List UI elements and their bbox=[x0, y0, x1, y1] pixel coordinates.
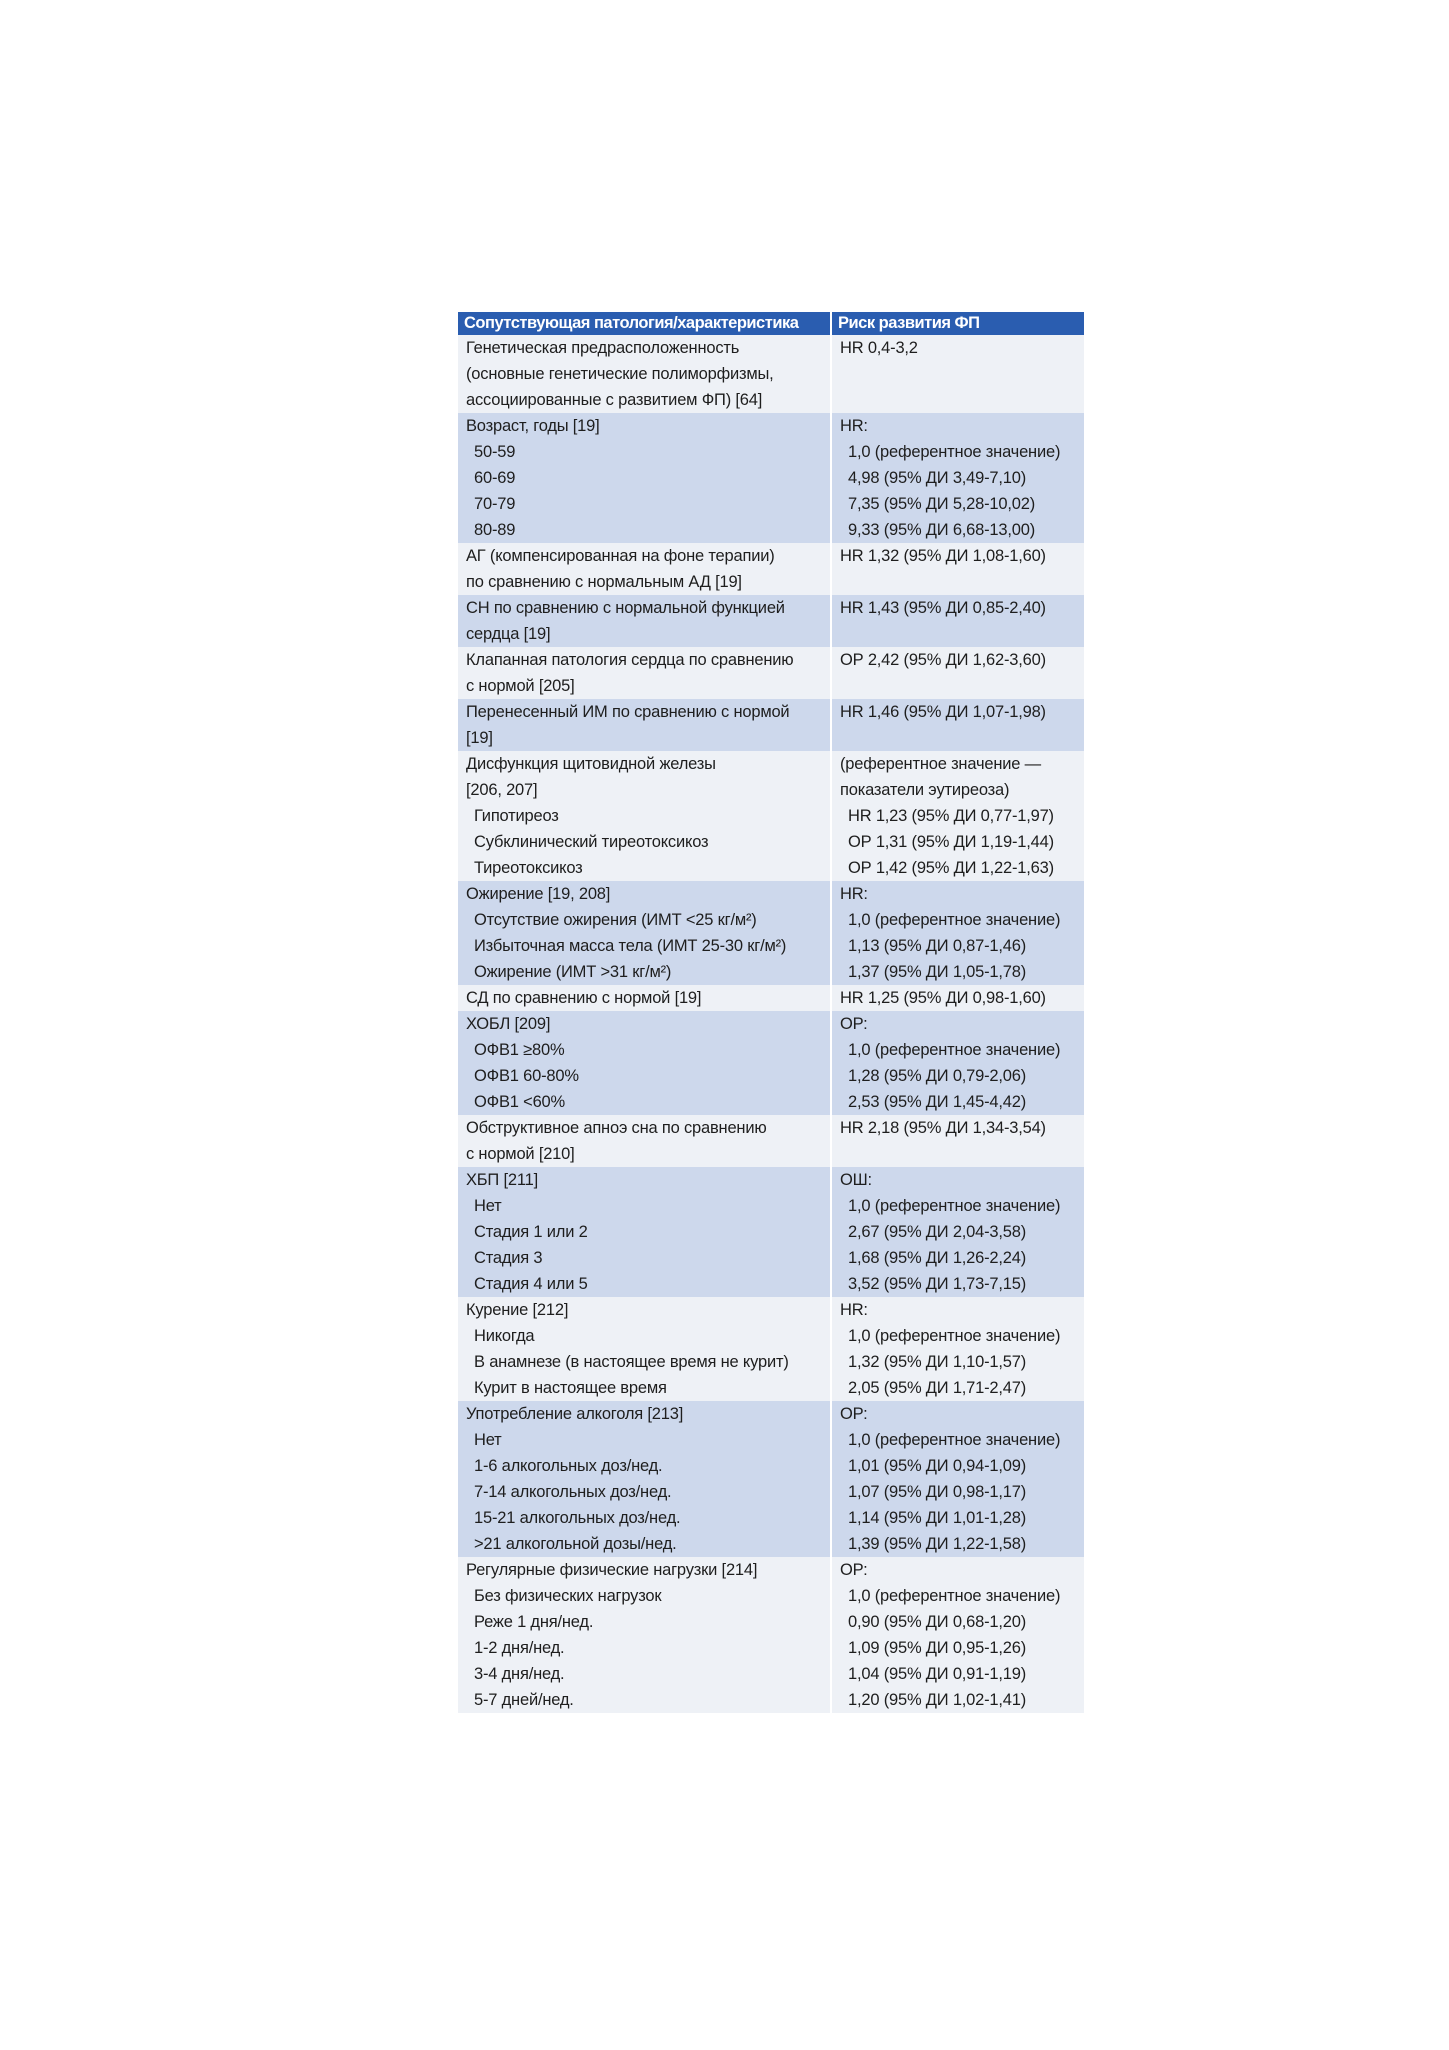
comorbidity-line: Реже 1 дня/нед. bbox=[474, 1613, 594, 1631]
comorbidity-line: 1-2 дня/нед. bbox=[474, 1639, 565, 1657]
risk-line: 1,07 (95% ДИ 0,98-1,17) bbox=[848, 1483, 1027, 1501]
comorbidity-line: Без физических нагрузок bbox=[474, 1587, 662, 1605]
risk-line: 7,35 (95% ДИ 5,28-10,02) bbox=[848, 495, 1036, 513]
comorbidity-line: В анамнезе (в настоящее время не курит) bbox=[474, 1353, 789, 1371]
comorbidity-line: ХБП [211] bbox=[466, 1171, 538, 1189]
comorbidity-cell bbox=[458, 595, 831, 647]
risk-line: 9,33 (95% ДИ 6,68-13,00) bbox=[848, 521, 1036, 539]
comorbidity-line: ХОБЛ [209] bbox=[466, 1015, 551, 1033]
risk-cell bbox=[831, 985, 1084, 1011]
risk-line: HR 1,25 (95% ДИ 0,98-1,60) bbox=[840, 989, 1046, 1007]
risk-cell bbox=[831, 335, 1084, 413]
comorbidity-line: 3-4 дня/нед. bbox=[474, 1665, 565, 1683]
table-row bbox=[458, 1011, 1084, 1115]
table-row bbox=[458, 1401, 1084, 1557]
header-comorbidity: Сопутствующая патология/характеристика bbox=[458, 312, 831, 335]
comorbidity-line: Перенесенный ИМ по сравнению с нормой bbox=[466, 703, 790, 721]
risk-cell bbox=[831, 1401, 1084, 1557]
risk-line: HR 1,23 (95% ДИ 0,77-1,97) bbox=[848, 807, 1054, 825]
comorbidity-line: 1-6 алкогольных доз/нед. bbox=[474, 1457, 663, 1475]
risk-line: HR 1,43 (95% ДИ 0,85-2,40) bbox=[840, 599, 1046, 617]
comorbidity-cell bbox=[458, 1011, 831, 1115]
comorbidity-cell bbox=[458, 1297, 831, 1401]
risk-line: 0,90 (95% ДИ 0,68-1,20) bbox=[848, 1613, 1027, 1631]
risk-line: 1,68 (95% ДИ 1,26-2,24) bbox=[848, 1249, 1027, 1267]
comorbidity-line: СН по сравнению с нормальной функцией bbox=[466, 599, 785, 617]
comorbidity-cell bbox=[458, 1167, 831, 1297]
risk-line: HR: bbox=[840, 417, 868, 435]
risk-line: ОР: bbox=[840, 1561, 868, 1579]
risk-line: 1,0 (референтное значение) bbox=[848, 443, 1061, 461]
comorbidity-line: ОФВ1 <60% bbox=[474, 1093, 566, 1111]
table-row bbox=[458, 647, 1084, 699]
comorbidity-line: >21 алкогольной дозы/нед. bbox=[474, 1535, 677, 1553]
table-row bbox=[458, 1167, 1084, 1297]
comorbidity-line: [19] bbox=[466, 729, 493, 747]
comorbidity-cell bbox=[458, 335, 831, 413]
comorbidity-cell bbox=[458, 1557, 831, 1713]
risk-line: 2,67 (95% ДИ 2,04-3,58) bbox=[848, 1223, 1027, 1241]
comorbidity-line: Ожирение [19, 208] bbox=[466, 885, 611, 903]
risk-line: ОР 2,42 (95% ДИ 1,62-3,60) bbox=[840, 651, 1046, 669]
risk-line: 1,39 (95% ДИ 1,22-1,58) bbox=[848, 1535, 1027, 1553]
risk-line: HR: bbox=[840, 1301, 868, 1319]
comorbidity-cell bbox=[458, 1401, 831, 1557]
comorbidity-line: Субклинический тиреотоксикоз bbox=[474, 833, 709, 851]
comorbidity-line: по сравнению с нормальным АД [19] bbox=[466, 573, 742, 591]
comorbidity-line: АГ (компенсированная на фоне терапии) bbox=[466, 547, 775, 565]
comorbidity-cell bbox=[458, 751, 831, 881]
risk-line: 2,53 (95% ДИ 1,45-4,42) bbox=[848, 1093, 1027, 1111]
comorbidity-line: Стадия 3 bbox=[474, 1249, 543, 1267]
comorbidity-line: [206, 207] bbox=[466, 781, 538, 799]
comorbidity-line: с нормой [210] bbox=[466, 1145, 575, 1163]
table-row bbox=[458, 595, 1084, 647]
table-row bbox=[458, 699, 1084, 751]
comorbidity-line: Нет bbox=[474, 1197, 502, 1215]
table-row bbox=[458, 1557, 1084, 1713]
comorbidity-line: 70-79 bbox=[474, 495, 516, 513]
comorbidity-line: (основные генетические полиморфизмы, bbox=[466, 365, 774, 383]
comorbidity-line: сердца [19] bbox=[466, 625, 551, 643]
comorbidity-line: Клапанная патология сердца по сравнению bbox=[466, 651, 794, 669]
risk-line: 1,01 (95% ДИ 0,94-1,09) bbox=[848, 1457, 1027, 1475]
risk-cell bbox=[831, 751, 1084, 881]
risk-line: ОР: bbox=[840, 1405, 868, 1423]
risk-line: HR: bbox=[840, 885, 868, 903]
risk-cell bbox=[831, 1115, 1084, 1167]
risk-cell bbox=[831, 413, 1084, 543]
comorbidity-cell bbox=[458, 413, 831, 543]
risk-cell bbox=[831, 595, 1084, 647]
risk-line: ОШ: bbox=[840, 1171, 872, 1189]
risk-line: 1,09 (95% ДИ 0,95-1,26) bbox=[848, 1639, 1027, 1657]
comorbidity-cell bbox=[458, 1115, 831, 1167]
risk-line: 1,0 (референтное значение) bbox=[848, 1431, 1061, 1449]
risk-cell bbox=[831, 1011, 1084, 1115]
table-row bbox=[458, 543, 1084, 595]
risk-line: 3,52 (95% ДИ 1,73-7,15) bbox=[848, 1275, 1027, 1293]
comorbidity-cell bbox=[458, 699, 831, 751]
table-row bbox=[458, 985, 1084, 1011]
risk-line: HR 0,4-3,2 bbox=[840, 339, 918, 357]
comorbidity-cell bbox=[458, 543, 831, 595]
comorbidity-line: с нормой [205] bbox=[466, 677, 575, 695]
comorbidity-line: Избыточная масса тела (ИМТ 25-30 кг/м²) bbox=[474, 937, 787, 955]
risk-line: 4,98 (95% ДИ 3,49-7,10) bbox=[848, 469, 1027, 487]
comorbidity-line: Гипотиреоз bbox=[474, 807, 559, 825]
table-row bbox=[458, 1115, 1084, 1167]
comorbidity-cell bbox=[458, 985, 831, 1011]
risk-line: ОР 1,42 (95% ДИ 1,22-1,63) bbox=[848, 859, 1054, 877]
comorbidity-line: ОФВ1 ≥80% bbox=[474, 1041, 565, 1059]
risk-cell bbox=[831, 1297, 1084, 1401]
risk-cell bbox=[831, 1557, 1084, 1713]
comorbidity-line: Ожирение (ИМТ >31 кг/м²) bbox=[474, 963, 672, 981]
comorbidity-line: Обструктивное апноэ сна по сравнению bbox=[466, 1119, 767, 1137]
table-body bbox=[458, 335, 1084, 1713]
comorbidity-cell bbox=[458, 881, 831, 985]
comorbidity-line: Нет bbox=[474, 1431, 502, 1449]
comorbidity-line: Отсутствие ожирения (ИМТ <25 кг/м²) bbox=[474, 911, 757, 929]
table-header-row bbox=[458, 312, 1084, 335]
risk-line: 2,05 (95% ДИ 1,71-2,47) bbox=[848, 1379, 1027, 1397]
comorbidity-line: Регулярные физические нагрузки [214] bbox=[466, 1561, 758, 1579]
risk-line: 1,0 (референтное значение) bbox=[848, 1197, 1061, 1215]
comorbidity-line: Генетическая предрасположенность bbox=[466, 339, 740, 357]
risk-line: 1,28 (95% ДИ 0,79-2,06) bbox=[848, 1067, 1027, 1085]
risk-line: HR 1,46 (95% ДИ 1,07-1,98) bbox=[840, 703, 1046, 721]
risk-line: HR 1,32 (95% ДИ 1,08-1,60) bbox=[840, 547, 1046, 565]
risk-line: 1,0 (референтное значение) bbox=[848, 1041, 1061, 1059]
table-row bbox=[458, 413, 1084, 543]
comorbidity-line: Дисфункция щитовидной железы bbox=[466, 755, 716, 773]
comorbidity-line: Употребление алкоголя [213] bbox=[466, 1405, 684, 1423]
risk-line: 1,0 (референтное значение) bbox=[848, 1587, 1061, 1605]
comorbidity-line: 80-89 bbox=[474, 521, 516, 539]
comorbidity-line: Возраст, годы [19] bbox=[466, 417, 600, 435]
comorbidity-line: 15-21 алкогольных доз/нед. bbox=[474, 1509, 681, 1527]
risk-line: показатели эутиреоза) bbox=[840, 781, 1010, 799]
comorbidity-line: Курит в настоящее время bbox=[474, 1379, 667, 1397]
comorbidity-line: Стадия 4 или 5 bbox=[474, 1275, 588, 1293]
risk-line: 1,20 (95% ДИ 1,02-1,41) bbox=[848, 1691, 1027, 1709]
risk-cell bbox=[831, 699, 1084, 751]
table-row bbox=[458, 1297, 1084, 1401]
comorbidity-line: 50-59 bbox=[474, 443, 516, 461]
risk-cell bbox=[831, 1167, 1084, 1297]
table-row bbox=[458, 881, 1084, 985]
comorbidity-line: Никогда bbox=[474, 1327, 535, 1345]
risk-line: 1,37 (95% ДИ 1,05-1,78) bbox=[848, 963, 1027, 981]
risk-line: 1,0 (референтное значение) bbox=[848, 911, 1061, 929]
table-row bbox=[458, 335, 1084, 413]
risk-line: 1,13 (95% ДИ 0,87-1,46) bbox=[848, 937, 1027, 955]
header-af-risk: Риск развития ФП bbox=[831, 312, 1084, 335]
comorbidity-line: 5-7 дней/нед. bbox=[474, 1691, 574, 1709]
comorbidity-line: СД по сравнению с нормой [19] bbox=[466, 989, 702, 1007]
risk-line: ОР: bbox=[840, 1015, 868, 1033]
risk-line: ОР 1,31 (95% ДИ 1,19-1,44) bbox=[848, 833, 1054, 851]
comorbidity-line: Курение [212] bbox=[466, 1301, 569, 1319]
comorbidity-line: ОФВ1 60-80% bbox=[474, 1067, 579, 1085]
risk-line: (референтное значение — bbox=[840, 755, 1041, 773]
risk-cell bbox=[831, 881, 1084, 985]
risk-line: 1,0 (референтное значение) bbox=[848, 1327, 1061, 1345]
table-row bbox=[458, 751, 1084, 881]
comorbidity-line: 7-14 алкогольных доз/нед. bbox=[474, 1483, 672, 1501]
risk-cell bbox=[831, 647, 1084, 699]
risk-factors-table bbox=[458, 312, 1084, 1713]
risk-line: HR 2,18 (95% ДИ 1,34-3,54) bbox=[840, 1119, 1046, 1137]
risk-line: 1,32 (95% ДИ 1,10-1,57) bbox=[848, 1353, 1027, 1371]
comorbidity-line: ассоциированные с развитием ФП) [64] bbox=[466, 391, 763, 409]
risk-cell bbox=[831, 543, 1084, 595]
comorbidity-line: Стадия 1 или 2 bbox=[474, 1223, 588, 1241]
risk-line: 1,04 (95% ДИ 0,91-1,19) bbox=[848, 1665, 1027, 1683]
comorbidity-line: Тиреотоксикоз bbox=[474, 859, 583, 877]
comorbidity-line: 60-69 bbox=[474, 469, 516, 487]
comorbidity-cell bbox=[458, 647, 831, 699]
risk-line: 1,14 (95% ДИ 1,01-1,28) bbox=[848, 1509, 1027, 1527]
